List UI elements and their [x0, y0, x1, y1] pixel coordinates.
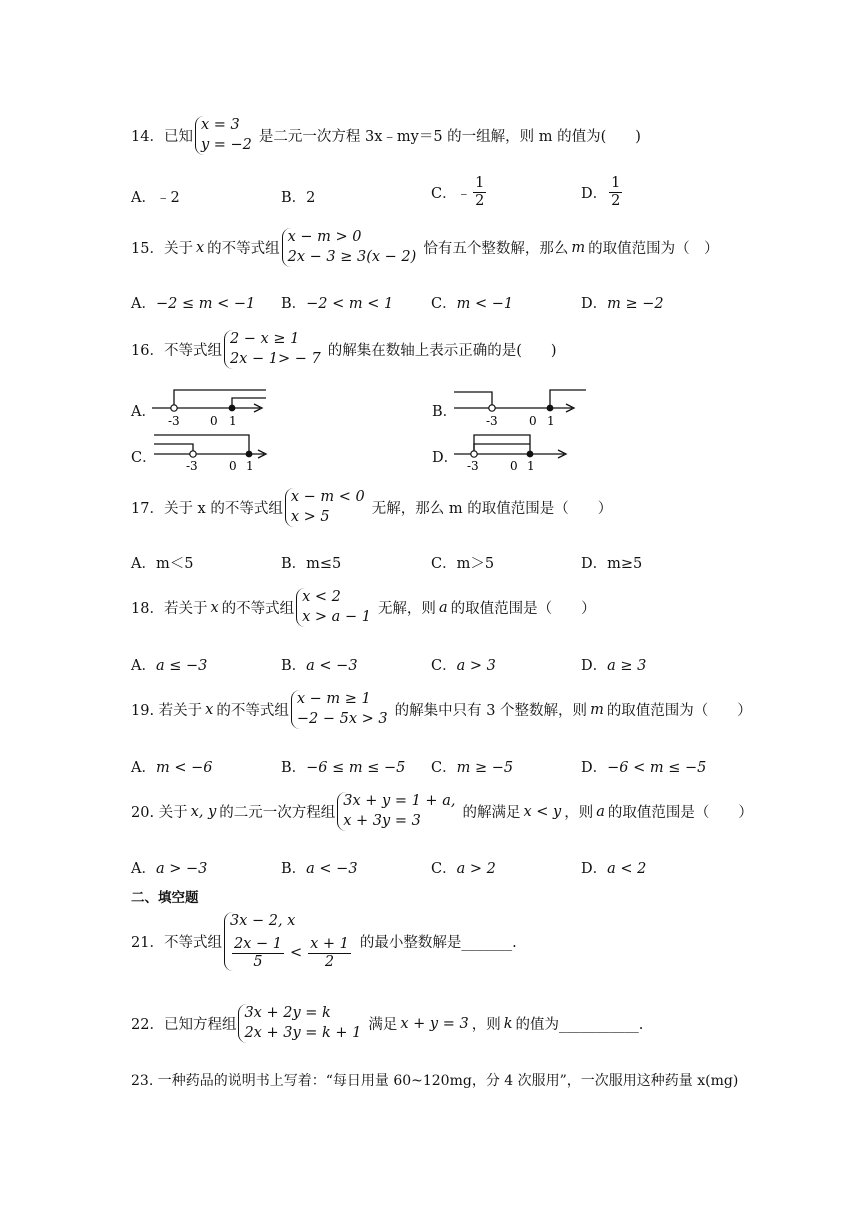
- q14-number: 14．已知: [131, 129, 193, 146]
- q19-option-c: C．m ≥ −5: [431, 760, 514, 776]
- q17-option-a: A．m＜5: [131, 556, 194, 572]
- q20-option-d: D．a < 2: [581, 861, 647, 877]
- svg-text:1: 1: [547, 414, 555, 428]
- q17-option-c: C．m＞5: [431, 556, 495, 572]
- q18-option-d: D．a ≥ 3: [581, 658, 647, 674]
- svg-text:-3: -3: [467, 459, 479, 472]
- q17-number: 17．关于 x 的不等式组: [131, 501, 283, 518]
- question-18: 18．若关于 x 的不等式组 x < 2 x > a − 1 无解，则 a 的取值范围是（ ）: [131, 588, 596, 627]
- section-heading: 二、填空题: [131, 890, 199, 906]
- q17-system: x − m < 0 x > 5: [285, 488, 369, 527]
- svg-text:1: 1: [246, 459, 254, 472]
- q15-number: 15．关于: [131, 241, 193, 258]
- q19-number: 19. 若关于: [131, 703, 203, 720]
- q18-option-a: A．a ≤ −3: [131, 658, 208, 674]
- q18-number: 18．若关于: [131, 601, 208, 618]
- svg-text:-3: -3: [186, 459, 198, 472]
- q16-number: 16．不等式组: [131, 343, 222, 360]
- question-15: 15．关于 x 的不等式组 x − m > 0 2x − 3 ≥ 3(x − 2) 恰有五个整数解，那么 m 的取值范围为（ ）: [131, 228, 719, 267]
- q15-system: x − m > 0 2x − 3 ≥ 3(x − 2): [282, 228, 421, 267]
- question-21: 21．不等式组 3x − 2, x $\frac{2x - 1}{5}$ < $\frac{x + 1}{2}$ 的最小整数解是_______.: [131, 913, 517, 970]
- q14-option-a: A．﹣2: [131, 190, 180, 206]
- q16-option-b-label: B．: [432, 404, 458, 420]
- q20-option-a: A．a > −3: [131, 861, 208, 877]
- q22-system: 3x + 2y = k 2x + 3y = k + 1: [238, 1004, 365, 1043]
- q16-option-d-label: D．: [432, 450, 459, 466]
- question-20: 20. 关于 x, y 的二元一次方程组 3x + y = 1 + a, x + 3y = 3 的解满足 x < y ，则 a 的取值范围是（ ）: [131, 792, 753, 831]
- svg-text:0: 0: [529, 414, 537, 428]
- q18-option-c: C．a > 3: [431, 658, 496, 674]
- q16-system: 2 − x ≥ 1 2x − 1> − 7: [224, 330, 325, 369]
- q14-option-b: B．2: [281, 190, 316, 206]
- question-22: 22．已知方程组 3x + 2y = k 2x + 3y = k + 1 满足 x + y = 3 ，则 k 的值为___________.: [131, 1004, 643, 1043]
- q20-number: 20. 关于: [131, 805, 188, 822]
- q20-option-c: C．a > 2: [431, 861, 496, 877]
- q19-option-d: D．−6 < m ≤ −5: [581, 760, 707, 776]
- q17-option-b: B．m≤5: [281, 556, 342, 572]
- svg-text:0: 0: [510, 459, 518, 472]
- q19-system: x − m ≥ 1 −2 − 5x > 3: [291, 690, 392, 729]
- q18-option-b: B．a < −3: [281, 658, 358, 674]
- svg-text:1: 1: [229, 414, 237, 428]
- q14-option-d: D． $\frac{1}{2}$: [581, 175, 621, 210]
- q18-system: x < 2 x > a − 1: [296, 588, 375, 627]
- q16-number-line-a: [150, 388, 275, 428]
- svg-text:0: 0: [229, 459, 237, 472]
- q14-text: 是二元一次方程 3x﹣my＝5 的一组解，则 m 的值为( ): [258, 129, 641, 146]
- question-17: 17．关于 x 的不等式组 x − m < 0 x > 5 无解，那么 m 的取值范围是（ ）: [131, 488, 612, 527]
- q16-number-line-d: [452, 432, 572, 472]
- q22-number: 22．已知方程组: [131, 1017, 237, 1034]
- q21-system: 3x − 2, x $\frac{2x - 1}{5}$ < $\frac{x + 1}{2}$: [224, 912, 357, 971]
- svg-text:1: 1: [527, 459, 535, 472]
- q16-option-c-label: C．: [131, 450, 157, 466]
- svg-text:0: 0: [210, 414, 218, 428]
- question-19: 19. 若关于 x 的不等式组 x − m ≥ 1 −2 − 5x > 3 的解集中只有 3 个整数解，则 m 的取值范围为（ ）: [131, 690, 752, 729]
- question-14: [131, 116, 641, 155]
- q14-system: x = 3 y = −2: [195, 116, 256, 155]
- q21-number: 21．不等式组: [131, 935, 222, 952]
- q19-option-a: A．m < −6: [131, 760, 213, 776]
- q15-option-d: D．m ≥ −2: [581, 296, 664, 312]
- q16-number-line-b: [452, 388, 592, 428]
- q15-option-c: C．m < −1: [431, 296, 514, 312]
- q20-option-b: B．a < −3: [281, 861, 358, 877]
- svg-text:-3: -3: [168, 414, 180, 428]
- question-16: 16．不等式组 2 − x ≥ 1 2x − 1> − 7 的解集在数轴上表示正确的是( ): [131, 330, 557, 369]
- q14-option-c: C． ﹣ $\frac{1}{2}$: [431, 175, 485, 210]
- q16-option-a-label: A．: [131, 404, 156, 420]
- svg-text:-3: -3: [486, 414, 498, 428]
- q17-option-d: D．m≥5: [581, 556, 643, 572]
- q15-option-b: B．−2 < m < 1: [281, 296, 394, 312]
- q20-system: 3x + y = 1 + a, x + 3y = 3: [337, 792, 459, 831]
- q15-option-a: A．−2 ≤ m < −1: [131, 296, 256, 312]
- q19-option-b: B．−6 ≤ m ≤ −5: [281, 760, 406, 776]
- question-23: 23. 一种药品的说明书上写着：“每日用量 60~120mg，分 4 次服用”，一次服用这种药量 x(mg): [131, 1073, 739, 1089]
- q16-number-line-c: [152, 432, 272, 472]
